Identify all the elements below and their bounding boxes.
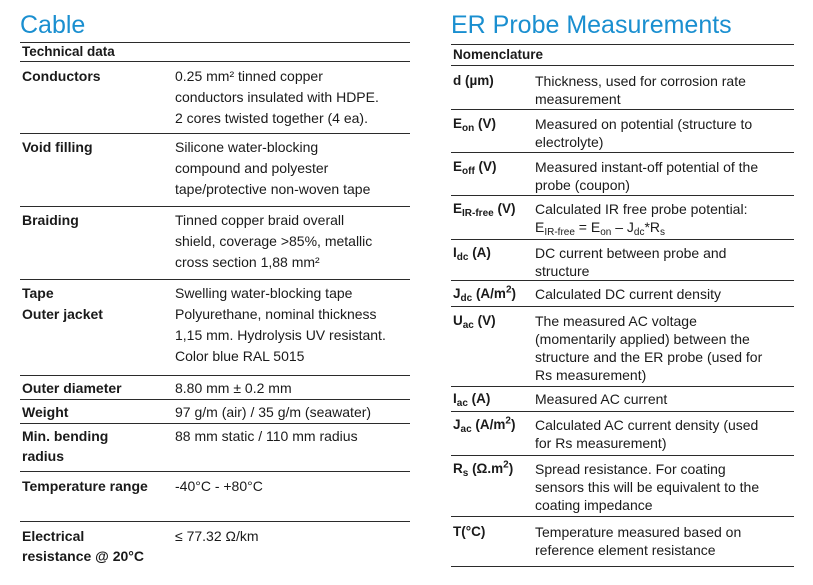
table-row <box>451 240 794 281</box>
row-value: Silicone water-blocking compound and polyester tape/protective non-woven tape <box>175 139 371 197</box>
row-value: ≤ 77.32 Ω/km <box>175 528 259 544</box>
table-row <box>20 522 410 570</box>
row-description: Calculated AC current density (used for Rs measurement) <box>535 417 759 451</box>
table-row <box>20 134 410 207</box>
table-row <box>20 62 410 134</box>
row-description: Temperature measured based on reference element resistance <box>535 524 742 558</box>
table-row <box>451 387 794 412</box>
row-description: Measured on potential (structure to electrolyte) <box>535 116 753 150</box>
row-description: Calculated IR free probe potential: $E_{IR-free} = E_{on} - J_{dc}*R_s$ <box>535 200 790 239</box>
row-symbol: T(°C) <box>453 524 486 539</box>
table-row <box>451 110 794 153</box>
ir-free-formula: $E_{IR-free} = E_{on} - J_{dc}*R_s$ <box>535 219 666 238</box>
row-symbol: $J_{ac}$ $(A/m^2)$ <box>453 415 516 435</box>
table-row <box>451 456 794 517</box>
row-label: Void filling <box>22 139 93 155</box>
table-row <box>451 153 794 196</box>
row-label: Weight <box>22 404 69 420</box>
table-row <box>20 207 410 280</box>
table-row <box>20 376 410 400</box>
row-value: 97 g/m (air) / 35 g/m (seawater) <box>175 404 372 420</box>
er-probe-section <box>451 0 794 567</box>
row-label: Outer jacket <box>22 306 103 322</box>
nomenclature-header: Nomenclature <box>451 44 794 66</box>
row-description: Thickness, used for corrosion rate measurement <box>535 73 746 107</box>
cable-table <box>20 62 410 570</box>
table-row <box>451 281 794 307</box>
row-value: -40°C - +80°C <box>175 478 263 494</box>
row-label: Electrical resistance @ 20°C <box>22 528 144 564</box>
row-symbol: $I_{dc}$ (A) <box>453 245 491 263</box>
row-label: Temperature range <box>22 478 148 494</box>
table-row <box>451 196 794 240</box>
table-row <box>20 424 410 472</box>
table-row <box>451 517 794 567</box>
row-symbol: $J_{dc}$ $(A/m^2)$ <box>453 284 516 304</box>
row-label: Outer diameter <box>22 380 122 396</box>
nomenclature-table <box>451 66 794 567</box>
row-value: 0.25 mm² tinned copper conductors insulated with HDPE. 2 cores twisted together (4 ea). <box>175 68 379 126</box>
table-row <box>20 400 410 424</box>
row-description: Measured AC current <box>535 391 668 407</box>
row-value: 8.80 mm ± 0.2 mm <box>175 380 292 396</box>
row-symbol: $R_s$ $(\Omega.m^2)$ <box>453 459 514 479</box>
table-row <box>451 412 794 456</box>
table-row <box>20 304 410 376</box>
row-symbol: $U_{ac}$ (V) <box>453 313 496 331</box>
row-symbol: d (µm) <box>453 73 494 88</box>
row-description: DC current between probe and structure <box>535 245 727 279</box>
er-title: ER Probe Measurements <box>451 11 732 39</box>
row-symbol: $E_{on}$ (V) <box>453 116 496 134</box>
cable-title: Cable <box>20 11 86 39</box>
table-row <box>451 66 794 110</box>
row-label: Min. bending radius <box>22 428 109 464</box>
row-description: Calculated DC current density <box>535 286 721 302</box>
row-label: Conductors <box>22 68 101 84</box>
technical-data-header: Technical data <box>20 42 410 62</box>
row-symbol: $I_{ac}$ (A) <box>453 391 491 409</box>
row-description: Measured instant-off potential of the probe (coupon) <box>535 159 759 193</box>
row-value: Swelling water-blocking tape <box>175 285 353 301</box>
row-value: Tinned copper braid overall shield, coverage >85%, metallic cross section 1,88 mm² <box>175 212 373 270</box>
row-label: Tape <box>22 285 54 301</box>
row-symbol: $E_{off}$ (V) <box>453 159 497 177</box>
row-description: Spread resistance. For coating sensors this will be equivalent to the coating impedance <box>535 461 760 513</box>
cable-section <box>20 0 410 570</box>
row-label: Braiding <box>22 212 79 228</box>
table-row <box>451 307 794 387</box>
row-value: Polyurethane, nominal thickness 1,15 mm. Hydrolysis UV resistant. Color blue RAL 5015 <box>175 306 386 364</box>
table-row <box>20 280 410 304</box>
row-value: 88 mm static / 110 mm radius <box>175 428 358 444</box>
row-description: The measured AC voltage (momentarily applied) between the structure and the ER probe (used for Rs measurement) <box>535 313 763 383</box>
row-symbol: $E_{IR-free}$ (V) <box>453 201 516 219</box>
table-row <box>20 472 410 522</box>
